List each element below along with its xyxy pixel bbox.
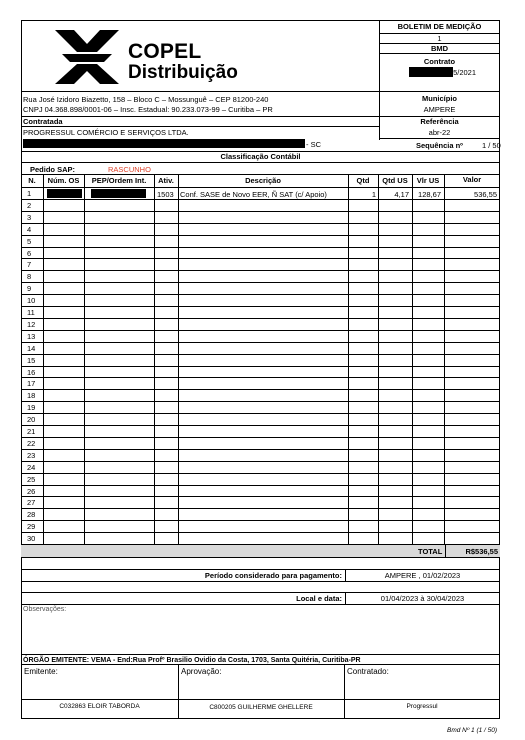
row-number: 19 xyxy=(27,403,36,413)
row-number: 4 xyxy=(27,224,32,234)
col-header-os: Núm. OS xyxy=(47,176,80,185)
row-number: 17 xyxy=(27,379,36,389)
contract-suffix: /5/2021 xyxy=(451,68,477,77)
row-number: 26 xyxy=(27,486,36,496)
row-number: 14 xyxy=(27,343,36,353)
payment-period-value: AMPERE , 01/02/2023 xyxy=(384,571,461,580)
row-1-descricao: Conf. SASE de Novo EER, Ñ SAT (c/ Apoio) xyxy=(180,190,327,199)
col-header-valor: Valor xyxy=(462,175,482,184)
col-header-pep: PEP/Ordem Int. xyxy=(91,176,147,185)
signature-aprovacao-label: Aprovação: xyxy=(181,667,222,676)
row-number: 3 xyxy=(27,212,32,222)
row-1-qtd-us: 4,17 xyxy=(394,190,409,199)
row-number: 21 xyxy=(27,427,36,436)
row-number: 24 xyxy=(27,462,36,472)
signature-emitente-label: Emitente: xyxy=(24,667,58,676)
issuer-address: Rua José Izidoro Biazetto, 158 – Bloco C – Mossunguê – CEP 81200-240 xyxy=(23,95,269,104)
total-value: R$536,55 xyxy=(465,547,498,556)
place-date-label: Local e data: xyxy=(296,594,342,603)
col-header-qtd: Qtd xyxy=(356,176,370,185)
signature-aprovacao-name: C800205 GUILHERME GHELLERE xyxy=(209,704,313,711)
logo-title: COPEL xyxy=(128,40,202,63)
row-1-vlr-us: 128,67 xyxy=(418,190,441,199)
row-number: 5 xyxy=(27,236,32,246)
col-header-n: N. xyxy=(28,176,36,185)
place-date-value: 01/04/2023 à 30/04/2023 xyxy=(380,594,465,603)
sequence-value: 1 / 50 xyxy=(482,141,501,150)
doc-title: BOLETIM DE MEDIÇÃO xyxy=(397,22,482,31)
contract-label: Contrato xyxy=(423,57,456,66)
row-number: 25 xyxy=(27,474,36,484)
redacted-pep-number xyxy=(91,189,146,198)
row-number: 8 xyxy=(27,272,32,282)
contractor-name: PROGRESSUL COMÉRCIO E SERVIÇOS LTDA. xyxy=(23,128,189,137)
row-number: 29 xyxy=(27,522,36,532)
redacted-os-number xyxy=(47,189,82,198)
redacted-contractor-address xyxy=(23,139,305,148)
col-header-vlr-us: Vlr US xyxy=(416,176,440,185)
sap-label: Pedido SAP: xyxy=(30,165,76,174)
logo-subtitle: Distribuição xyxy=(128,62,238,83)
row-number: 2 xyxy=(27,200,32,210)
copel-logo-icon xyxy=(52,28,122,86)
copel-logo xyxy=(52,28,122,86)
sap-value: RASCUNHO xyxy=(108,165,151,174)
row-1-ativ: 1503 xyxy=(157,190,174,199)
row-number: 27 xyxy=(27,498,36,508)
row-number: 1 xyxy=(27,189,32,198)
col-header-descricao: Descrição xyxy=(245,176,281,185)
row-number: 10 xyxy=(27,296,36,306)
issuer-registration: CNPJ 04.368.898/0001-06 – Insc. Estadual: 90.233.073-99 – Curitiba – PR xyxy=(23,105,273,114)
row-number: 13 xyxy=(27,331,36,341)
row-number: 30 xyxy=(27,534,36,544)
col-header-ativ: Ativ. xyxy=(158,176,174,185)
classification-label: Classificação Contábil xyxy=(220,152,301,161)
signature-emitente-name: C032863 ELOIR TABORDA xyxy=(59,703,140,710)
signature-contratado-name: Progressul xyxy=(406,703,438,710)
observations-label: Observações: xyxy=(23,606,67,613)
payment-period-label: Período considerado para pagamento: xyxy=(204,571,342,580)
items-table xyxy=(21,174,500,544)
row-number: 20 xyxy=(27,415,36,425)
signature-contratado-label: Contratado: xyxy=(347,667,389,676)
row-number: 7 xyxy=(27,260,32,270)
doc-type: BMD xyxy=(430,44,449,53)
doc-number: 1 xyxy=(437,34,442,43)
municipality-label: Município xyxy=(422,94,457,103)
row-number: 12 xyxy=(27,319,36,329)
row-number: 6 xyxy=(27,248,32,258)
row-number: 18 xyxy=(27,391,36,401)
row-number: 16 xyxy=(27,367,36,377)
row-number: 15 xyxy=(27,355,36,365)
page-footer: Bmd Nº 1 (1 / 50) xyxy=(447,727,498,734)
row-number: 22 xyxy=(27,438,36,448)
row-1-valor: 536,55 xyxy=(474,190,497,199)
reference-label: Referência xyxy=(420,117,459,126)
municipality-value: AMPERE xyxy=(423,105,456,114)
col-header-qtd-us: Qtd US xyxy=(382,176,408,185)
redacted-contract-number xyxy=(409,67,453,77)
contractor-label: Contratada xyxy=(23,117,63,126)
row-number: 11 xyxy=(27,308,35,317)
row-number: 23 xyxy=(27,450,36,460)
reference-value: abr-22 xyxy=(428,128,451,137)
sequence-label: Sequência nº xyxy=(416,141,463,150)
row-number: 28 xyxy=(27,510,36,520)
emitting-body: ÓRGÃO EMITENTE: VEMA - End:Rua Profº Brasilio Ovidio da Costa, 1703, Santa Quitéria, Curitiba-PR xyxy=(23,657,361,664)
row-number: 9 xyxy=(27,284,32,294)
total-label: TOTAL xyxy=(418,547,443,556)
row-1-qtd: 1 xyxy=(371,190,376,199)
contractor-state: - SC xyxy=(306,140,321,149)
